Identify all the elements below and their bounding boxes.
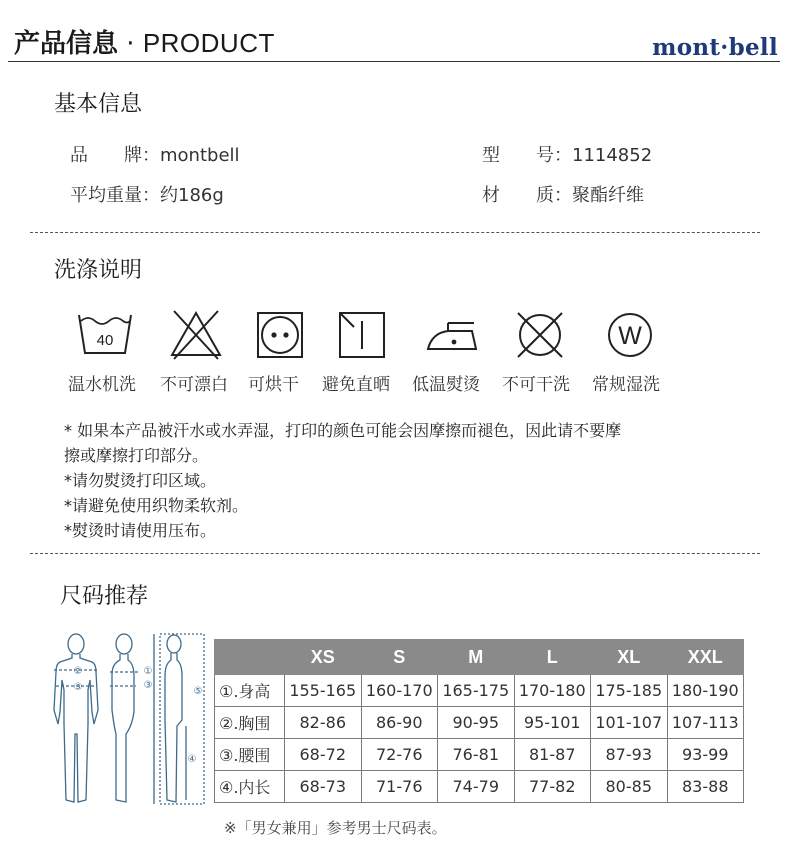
table-cell: 93-99 bbox=[667, 739, 744, 771]
size-table bbox=[214, 639, 744, 803]
header-title-en: PRODUCT bbox=[142, 28, 275, 58]
info-material-value: 聚酯纤维 bbox=[572, 185, 644, 206]
table-row bbox=[215, 675, 744, 707]
care-label: 常规湿洗 bbox=[592, 375, 660, 395]
row-label: ①.身高 bbox=[215, 675, 285, 707]
size-column-header: XS bbox=[285, 640, 362, 675]
table-cell: 165-175 bbox=[438, 675, 515, 707]
table-cell: 86-90 bbox=[361, 707, 438, 739]
table-cell: 76-81 bbox=[438, 739, 515, 771]
table-cell: 170-180 bbox=[514, 675, 591, 707]
size-column-header: L bbox=[514, 640, 591, 675]
marker-3b: ③ bbox=[143, 680, 153, 691]
table-cell: 90-95 bbox=[438, 707, 515, 739]
info-weight-value: 约186g bbox=[160, 185, 224, 206]
size-column-header: XL bbox=[591, 640, 668, 675]
care-labels bbox=[62, 373, 702, 399]
header-title-zh: 产品信息 bbox=[14, 29, 119, 59]
size-title: 尺码推荐 bbox=[60, 584, 149, 609]
no-dry-clean-icon bbox=[510, 305, 570, 365]
care-label: 低温熨烫 bbox=[412, 375, 480, 395]
table-cell: 74-79 bbox=[438, 771, 515, 803]
table-cell: 175-185 bbox=[591, 675, 668, 707]
care-label: 可烘干 bbox=[248, 375, 299, 395]
washing-note: *请勿熨烫打印区域。 bbox=[64, 471, 217, 490]
table-cell: 82-86 bbox=[285, 707, 362, 739]
table-cell: 83-88 bbox=[667, 771, 744, 803]
table-cell: 107-113 bbox=[667, 707, 744, 739]
table-cell: 160-170 bbox=[361, 675, 438, 707]
table-row bbox=[215, 707, 744, 739]
iron-low-icon bbox=[422, 305, 482, 365]
size-table-header-row bbox=[215, 640, 744, 675]
brand-logo: mont·bell bbox=[652, 34, 778, 61]
basic-info-title: 基本信息 bbox=[54, 92, 143, 117]
header-title bbox=[14, 26, 275, 61]
info-model-value: 1114852 bbox=[572, 145, 653, 166]
marker-5: ⑤ bbox=[193, 686, 203, 697]
size-footnote: ※「男女兼用」参考男士尺码表。 bbox=[224, 819, 447, 837]
size-column-header: M bbox=[438, 640, 515, 675]
size-column-header: XXL bbox=[667, 640, 744, 675]
row-label: ③.腰围 bbox=[215, 739, 285, 771]
size-column-header: S bbox=[361, 640, 438, 675]
info-brand-label: 品 牌： bbox=[70, 145, 160, 166]
table-cell: 68-72 bbox=[285, 739, 362, 771]
table-row bbox=[215, 739, 744, 771]
washing-note: * 如果本产品被汗水或水弄湿，打印的颜色可能会因摩擦而褪色，因此请不要摩 bbox=[64, 421, 622, 440]
body-measurement-figures bbox=[50, 630, 212, 808]
marker-2: ② bbox=[73, 666, 83, 677]
wash-temperature: 40 bbox=[96, 332, 114, 349]
care-label: 不可漂白 bbox=[160, 375, 228, 395]
washing-note: *请避免使用织物柔软剂。 bbox=[64, 496, 249, 515]
tumble-dry-icon bbox=[250, 305, 310, 365]
marker-3: ③ bbox=[73, 682, 83, 693]
info-brand-value: montbell bbox=[160, 145, 240, 166]
table-cell: 155-165 bbox=[285, 675, 362, 707]
info-weight bbox=[70, 183, 224, 209]
no-direct-sun-icon bbox=[332, 305, 392, 365]
row-label: ④.内长 bbox=[215, 771, 285, 803]
section-divider bbox=[30, 232, 760, 233]
wet-clean-icon bbox=[600, 305, 660, 365]
wash-40-icon bbox=[75, 305, 135, 365]
info-material-label: 材 质： bbox=[482, 185, 572, 206]
care-label: 不可干洗 bbox=[502, 375, 570, 395]
no-bleach-icon bbox=[166, 305, 226, 365]
table-cell: 95-101 bbox=[514, 707, 591, 739]
header-divider bbox=[8, 61, 780, 62]
washing-note: 擦或摩擦打印部分。 bbox=[64, 446, 209, 465]
care-icons bbox=[70, 305, 690, 365]
table-cell: 68-73 bbox=[285, 771, 362, 803]
section-divider bbox=[30, 553, 760, 554]
washing-note: *熨烫时请使用压布。 bbox=[64, 521, 217, 540]
info-model bbox=[482, 143, 652, 169]
info-weight-label: 平均重量： bbox=[70, 185, 160, 206]
table-cell: 77-82 bbox=[514, 771, 591, 803]
table-row bbox=[215, 771, 744, 803]
info-material bbox=[482, 183, 644, 209]
care-label: 避免直晒 bbox=[322, 375, 390, 395]
page-header bbox=[0, 0, 790, 64]
info-brand bbox=[70, 143, 240, 169]
table-cell: 101-107 bbox=[591, 707, 668, 739]
marker-1: ① bbox=[143, 666, 153, 677]
table-cell: 71-76 bbox=[361, 771, 438, 803]
table-cell: 80-85 bbox=[591, 771, 668, 803]
washing-title: 洗涤说明 bbox=[54, 258, 143, 283]
info-model-label: 型 号： bbox=[482, 145, 572, 166]
marker-4: ④ bbox=[187, 754, 197, 765]
washing-notes bbox=[64, 418, 744, 543]
row-label: ②.胸围 bbox=[215, 707, 285, 739]
table-cell: 87-93 bbox=[591, 739, 668, 771]
care-label: 温水机洗 bbox=[68, 375, 136, 395]
table-cell: 81-87 bbox=[514, 739, 591, 771]
size-table-corner bbox=[215, 640, 285, 675]
wet-clean-letter: W bbox=[618, 322, 642, 350]
table-cell: 180-190 bbox=[667, 675, 744, 707]
header-title-separator: · bbox=[126, 29, 135, 59]
table-cell: 72-76 bbox=[361, 739, 438, 771]
